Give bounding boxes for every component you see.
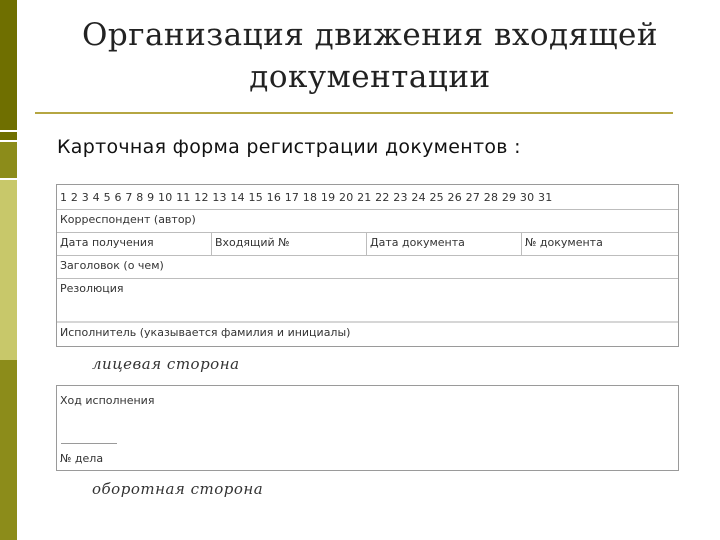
heading-row: [57, 256, 678, 279]
resolution-row: [57, 279, 678, 323]
slide-title-line2: документации: [249, 59, 491, 95]
entry-underline: [61, 443, 117, 444]
document-date-field: Дата документа: [367, 233, 522, 255]
executor-row: [57, 323, 678, 346]
back-side-caption: оборотная сторона: [92, 480, 264, 498]
side-bar-segment: [0, 142, 17, 180]
slide-subtitle: Карточная форма регистрации документов :: [57, 136, 521, 158]
correspondent-field: Корреспондент (автор): [60, 213, 196, 226]
side-bar-segment: [0, 360, 17, 540]
resolution-field: Резолюция: [60, 282, 124, 295]
side-decoration-bar: [0, 0, 17, 540]
execution-progress-field: Ход исполнения: [60, 394, 155, 407]
registration-card-front: [56, 184, 679, 347]
slide-title-line1: Организация движения входящей: [81, 17, 659, 53]
side-bar-segment: [0, 130, 17, 142]
title-divider: [35, 112, 673, 114]
slide-title: [40, 14, 700, 98]
days-numbers: 1 2 3 4 5 6 7 8 9 10 11 12 13 14 15 16 17 18 19 20 21 22 23 24 25 26 27 28 29 30 31: [60, 191, 553, 204]
registration-card-back: [56, 385, 679, 471]
document-meta-row: [57, 233, 678, 256]
side-bar-segment: [0, 0, 17, 130]
case-number-field: № дела: [60, 452, 104, 465]
correspondent-row: [57, 210, 678, 233]
incoming-number-field: Входящий №: [212, 233, 367, 255]
days-row: [57, 185, 678, 210]
executor-field: Исполнитель (указывается фамилия и инициалы): [60, 326, 351, 339]
document-number-field: № документа: [525, 236, 603, 249]
date-received-field: Дата получения: [57, 233, 212, 255]
side-bar-segment: [0, 180, 17, 360]
front-side-caption: лицевая сторона: [92, 355, 240, 373]
heading-field: Заголовок (о чем): [60, 259, 164, 272]
